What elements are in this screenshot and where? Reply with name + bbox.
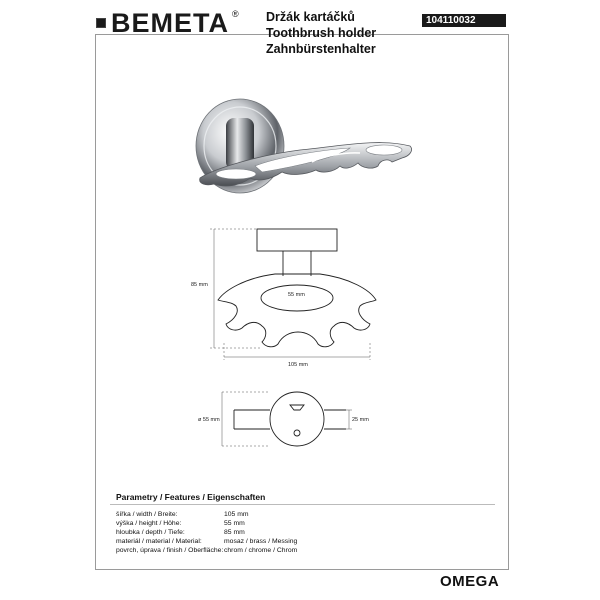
inner-width-label: 55 mm xyxy=(288,292,305,298)
product-code: 104110032 xyxy=(422,14,506,27)
product-photo xyxy=(196,99,412,193)
param-value: mosaz / brass / Messing xyxy=(224,538,298,545)
param-row-depth xyxy=(116,528,245,537)
param-key: povrch, úprava / finish / Oberfläche: xyxy=(116,547,224,554)
width-label: 105 mm xyxy=(288,362,308,368)
param-value: 105 mm xyxy=(224,511,249,518)
height-label: 85 mm xyxy=(191,282,208,288)
param-row-height xyxy=(116,519,245,528)
param-key: šířka / width / Breite: xyxy=(116,511,178,518)
top-view-dimensions xyxy=(222,392,352,446)
product-name-en: Toothbrush holder xyxy=(266,26,377,40)
param-key: výška / height / Höhe: xyxy=(116,520,182,527)
diameter-label: ø 55 mm xyxy=(198,417,220,423)
param-value: 85 mm xyxy=(224,529,245,536)
wall-plate-outline xyxy=(257,229,337,251)
param-value: chrom / chrome / Chrom xyxy=(224,547,298,554)
param-row-material xyxy=(116,537,297,546)
depth-label: 25 mm xyxy=(352,417,369,423)
param-key: materiál / material / Material: xyxy=(116,538,202,545)
parameters-title: Parametry / Features / Eigenschaften xyxy=(116,492,266,502)
param-row-finish xyxy=(116,546,297,555)
product-name-de: Zahnbürstenhalter xyxy=(266,42,376,56)
width-dimension xyxy=(224,343,370,360)
parameters-divider xyxy=(110,504,495,505)
param-row-width xyxy=(116,510,249,519)
param-key: hloubka / depth / Tiefe: xyxy=(116,529,185,536)
top-view-drawing xyxy=(234,392,346,446)
product-name-cz: Držák kartáčků xyxy=(266,10,355,24)
brand-name: BEMETA xyxy=(111,8,229,38)
registered-mark: ® xyxy=(232,9,239,19)
param-value: 55 mm xyxy=(224,520,245,527)
product-line-name: OMEGA xyxy=(440,573,500,590)
front-view-drawing xyxy=(218,229,376,347)
